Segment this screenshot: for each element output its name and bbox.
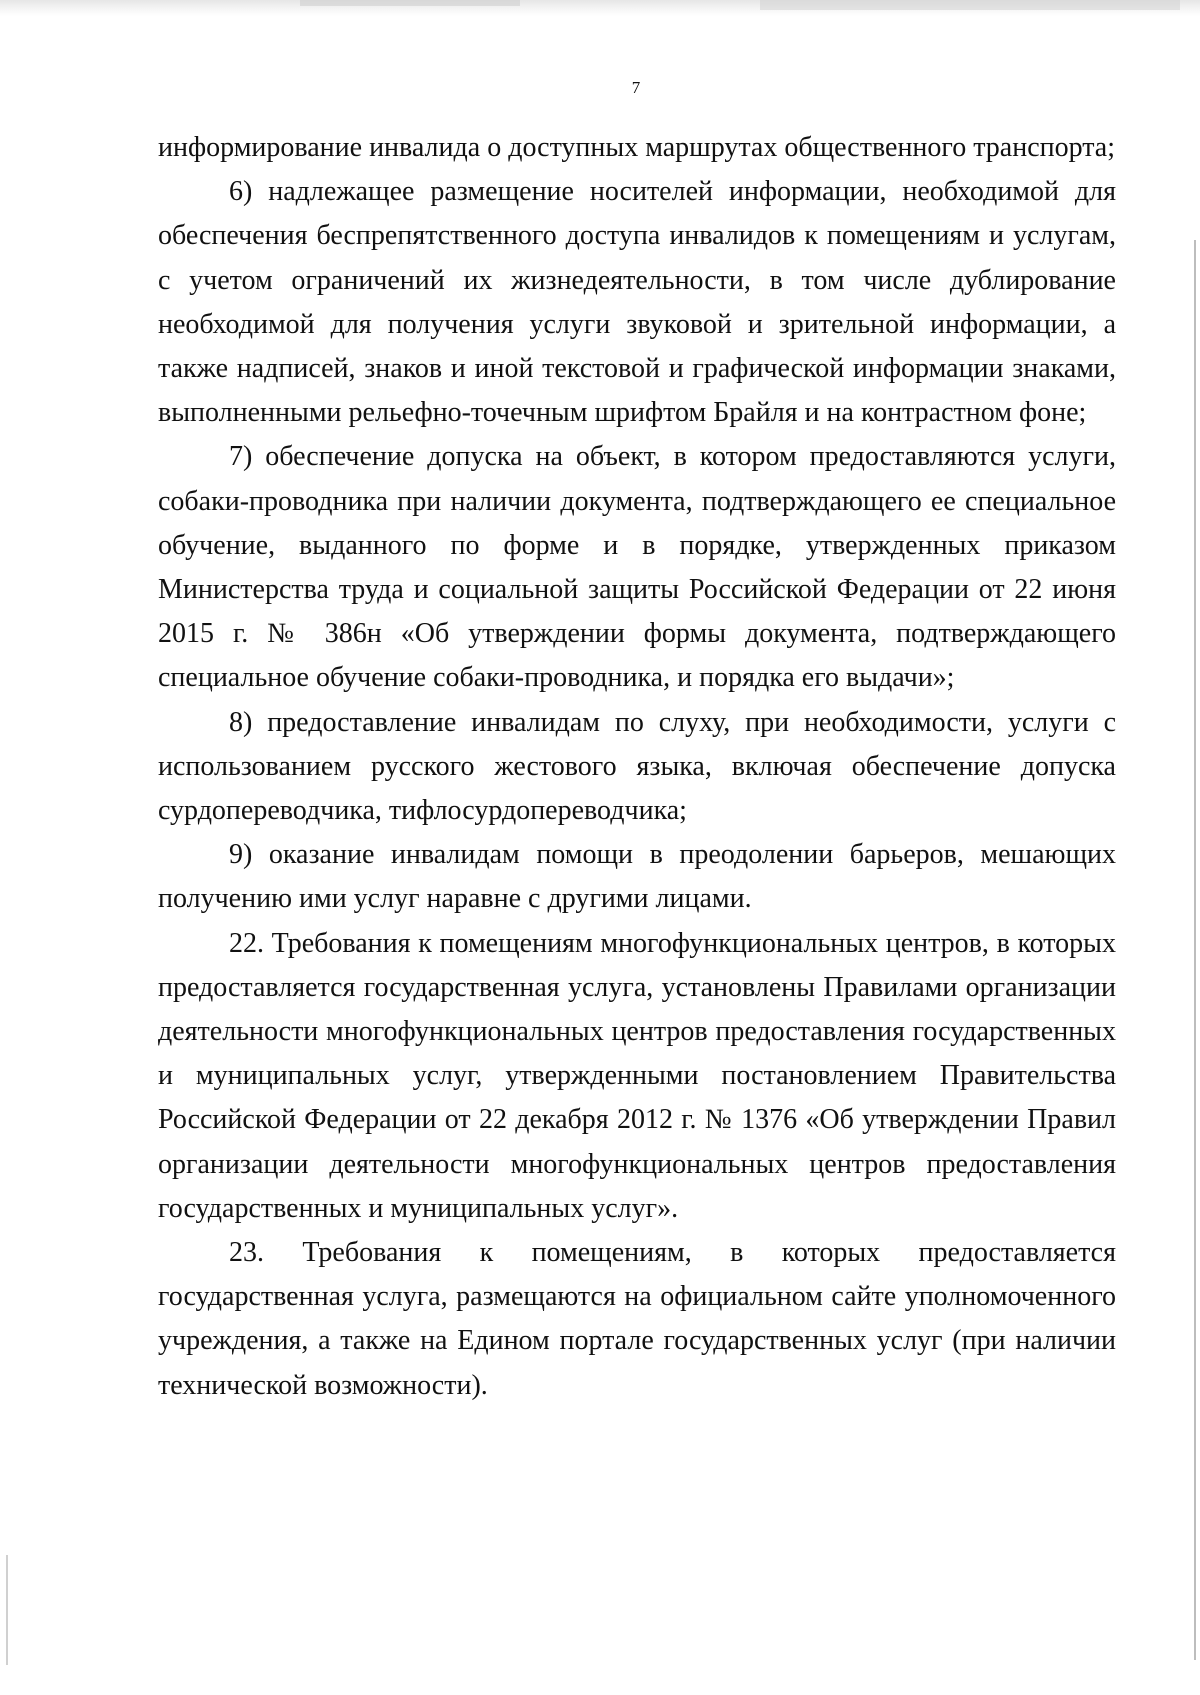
paragraph-section-22: 22. Требования к помещениям многофункциональных центров, в которых предоставляется государственная услуга, установлены Правилами организации деятельности многофункциональных центров предоставления государственных и муниципальных услуг, утвержденными постановлением Правительства Российской Федерации от 22 декабря 2012 г. № 1376 «Об утверждении Правил организации деятельности многофункциональных центров предоставления государственных и муниципальных услуг». <box>158 927 1116 1224</box>
paragraph-continuation: информирование инвалида о доступных маршрутах общественного транспорта; <box>158 132 1116 163</box>
page-number: 7 <box>631 78 641 97</box>
document-body <box>158 126 1116 1408</box>
paragraph-item-6: 6) надлежащее размещение носителей информации, необходимой для обеспечения беспрепятственного доступа инвалидов к помещениям и услугам, с учетом ограничений их жизнедеятельности, в том числе дублирование необходимой для получения услуги звуковой и зрительной информации, а также надписей, знаков и иной текстовой и графической информации знаками, выполненными рельефно-точечным шрифтом Брайля и на контрастном фоне; <box>158 176 1116 429</box>
paragraph-section-23: 23. Требования к помещениям, в которых предоставляется государственная услуга, размещаются на официальном сайте уполномоченного учреждения, а также на Едином портале государственных услуг (при наличии технической возможности). <box>158 1237 1116 1401</box>
paragraph-item-7: 7) обеспечение допуска на объект, в котором предоставляются услуги, собаки-проводника при наличии документа, подтверждающего ее специальное обучение, выданного по форме и в порядке, утвержденных приказом Министерства труда и социальной защиты Российской Федерации от 22 июня 2015 г. № 386н «Об утверждении формы документа, подтверждающего специальное обучение собаки-проводника, и порядка его выдачи»; <box>158 441 1116 694</box>
paragraph-item-8: 8) предоставление инвалидам по слуху, при необходимости, услуги с использованием русского жестового языка, включая обеспечение допуска сурдопереводчика, тифлосурдопереводчика; <box>158 706 1116 827</box>
paragraph-item-9: 9) оказание инвалидам помощи в преодолении барьеров, мешающих получению ими услуг наравне с другими лицами. <box>158 839 1116 915</box>
